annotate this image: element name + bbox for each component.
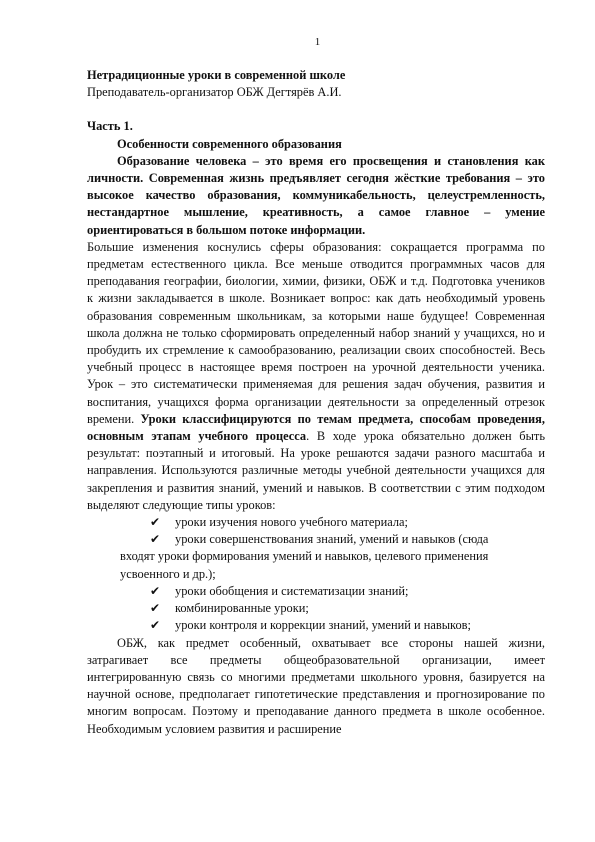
paragraph-2-text-a: Большие изменения коснулись сферы образования: сокращается программа по предметам естественного цикла. Все меньше отводится программных часов для преподавания географии, биологии, химии, физики, ОБЖ и т.д. Подготовка учеников к жизни закладывается в школе. Возникает вопрос: как дать необходимый уровень образования современным школьникам, за которыми наше будущее! Современная школа должна не только сформировать определенный набор знаний у учащихся, но и пробудить их стремление к самообразованию, реализации своих способностей. Весь учебный процесс в настоящее время построен на урочной деятельности ученика. Урок – это систематически применяемая для решения задач обучения, развития и воспитания, учащихся форма организации деятельности за определенный отрезок времени. bbox=[87, 239, 545, 426]
check-mark-icon: ✔ bbox=[150, 515, 161, 530]
list-item-text: комбинированные уроки; bbox=[175, 601, 309, 616]
document-author: Преподаватель-организатор ОБЖ Дегтярёв А.И. bbox=[87, 85, 342, 100]
document-title: Нетрадиционные уроки в современной школе bbox=[87, 68, 346, 82]
list-item-text: уроки обобщения и систематизации знаний; bbox=[175, 583, 409, 598]
list-item-text: уроки контроля и коррекции знаний, умений и навыков; bbox=[175, 618, 471, 633]
list-item bbox=[87, 514, 545, 531]
paragraph-2 bbox=[87, 239, 545, 514]
paragraph-2-bold: Уроки классифицируются по темам предмета, способам проведения, основным этапам учебного процесса bbox=[87, 411, 545, 444]
list-item-text: уроки совершенствования знаний, умений и навыков (сюда bbox=[175, 532, 489, 547]
check-mark-icon: ✔ bbox=[150, 601, 161, 616]
spacer bbox=[87, 101, 545, 118]
list-item bbox=[87, 600, 545, 617]
list-item-continuation: входят уроки формирования умений и навыков, целевого применения усвоенного и др.); bbox=[120, 549, 489, 581]
check-mark-icon: ✔ bbox=[150, 532, 161, 547]
list-item bbox=[87, 531, 545, 583]
list-item bbox=[87, 583, 545, 600]
part-label: Часть 1. bbox=[87, 119, 133, 134]
check-mark-icon: ✔ bbox=[150, 618, 161, 633]
list-item bbox=[87, 617, 545, 634]
paragraph-3: ОБЖ, как предмет особенный, охватывает все стороны нашей жизни, затрагивает все предметы общеобразовательной организации, имеет интегрированную связь со многими предметами школьного уровня, базируется на научной основе, предполагает гипотетические представления и прогнозирование по многим вопросам. Поэтому и преподавание данного предмета в школе особенное. Необходимым условием развития и расширение bbox=[87, 635, 545, 736]
page-number: 1 bbox=[314, 36, 321, 48]
section-heading: Особенности современного образования bbox=[117, 136, 342, 151]
lesson-types-list bbox=[87, 514, 545, 634]
list-item-text: уроки изучения нового учебного материала; bbox=[175, 515, 408, 530]
paragraph-1: Образование человека – это время его просвещения и становления как личности. Современная жизнь предъявляет сегодня жёсткие требования – это высокое качество образования, коммуникабельность, целеустремленность, нестандартное мышление, креативность, а самое главное – умение ориентироваться в большом потоке информации. bbox=[87, 153, 545, 237]
check-mark-icon: ✔ bbox=[150, 583, 161, 598]
document-body bbox=[87, 67, 545, 738]
paragraph-2-text-b: . В ходе урока обязательно должен быть результат: поэтапный и итоговый. На уроке решаются задачи разного масштаба и направления. Используются различные методы учебной деятельности учащихся для закрепления и развития знаний, умений и навыков. В соответствии с этим подходом выделяют следующие типы уроков: bbox=[87, 429, 545, 512]
